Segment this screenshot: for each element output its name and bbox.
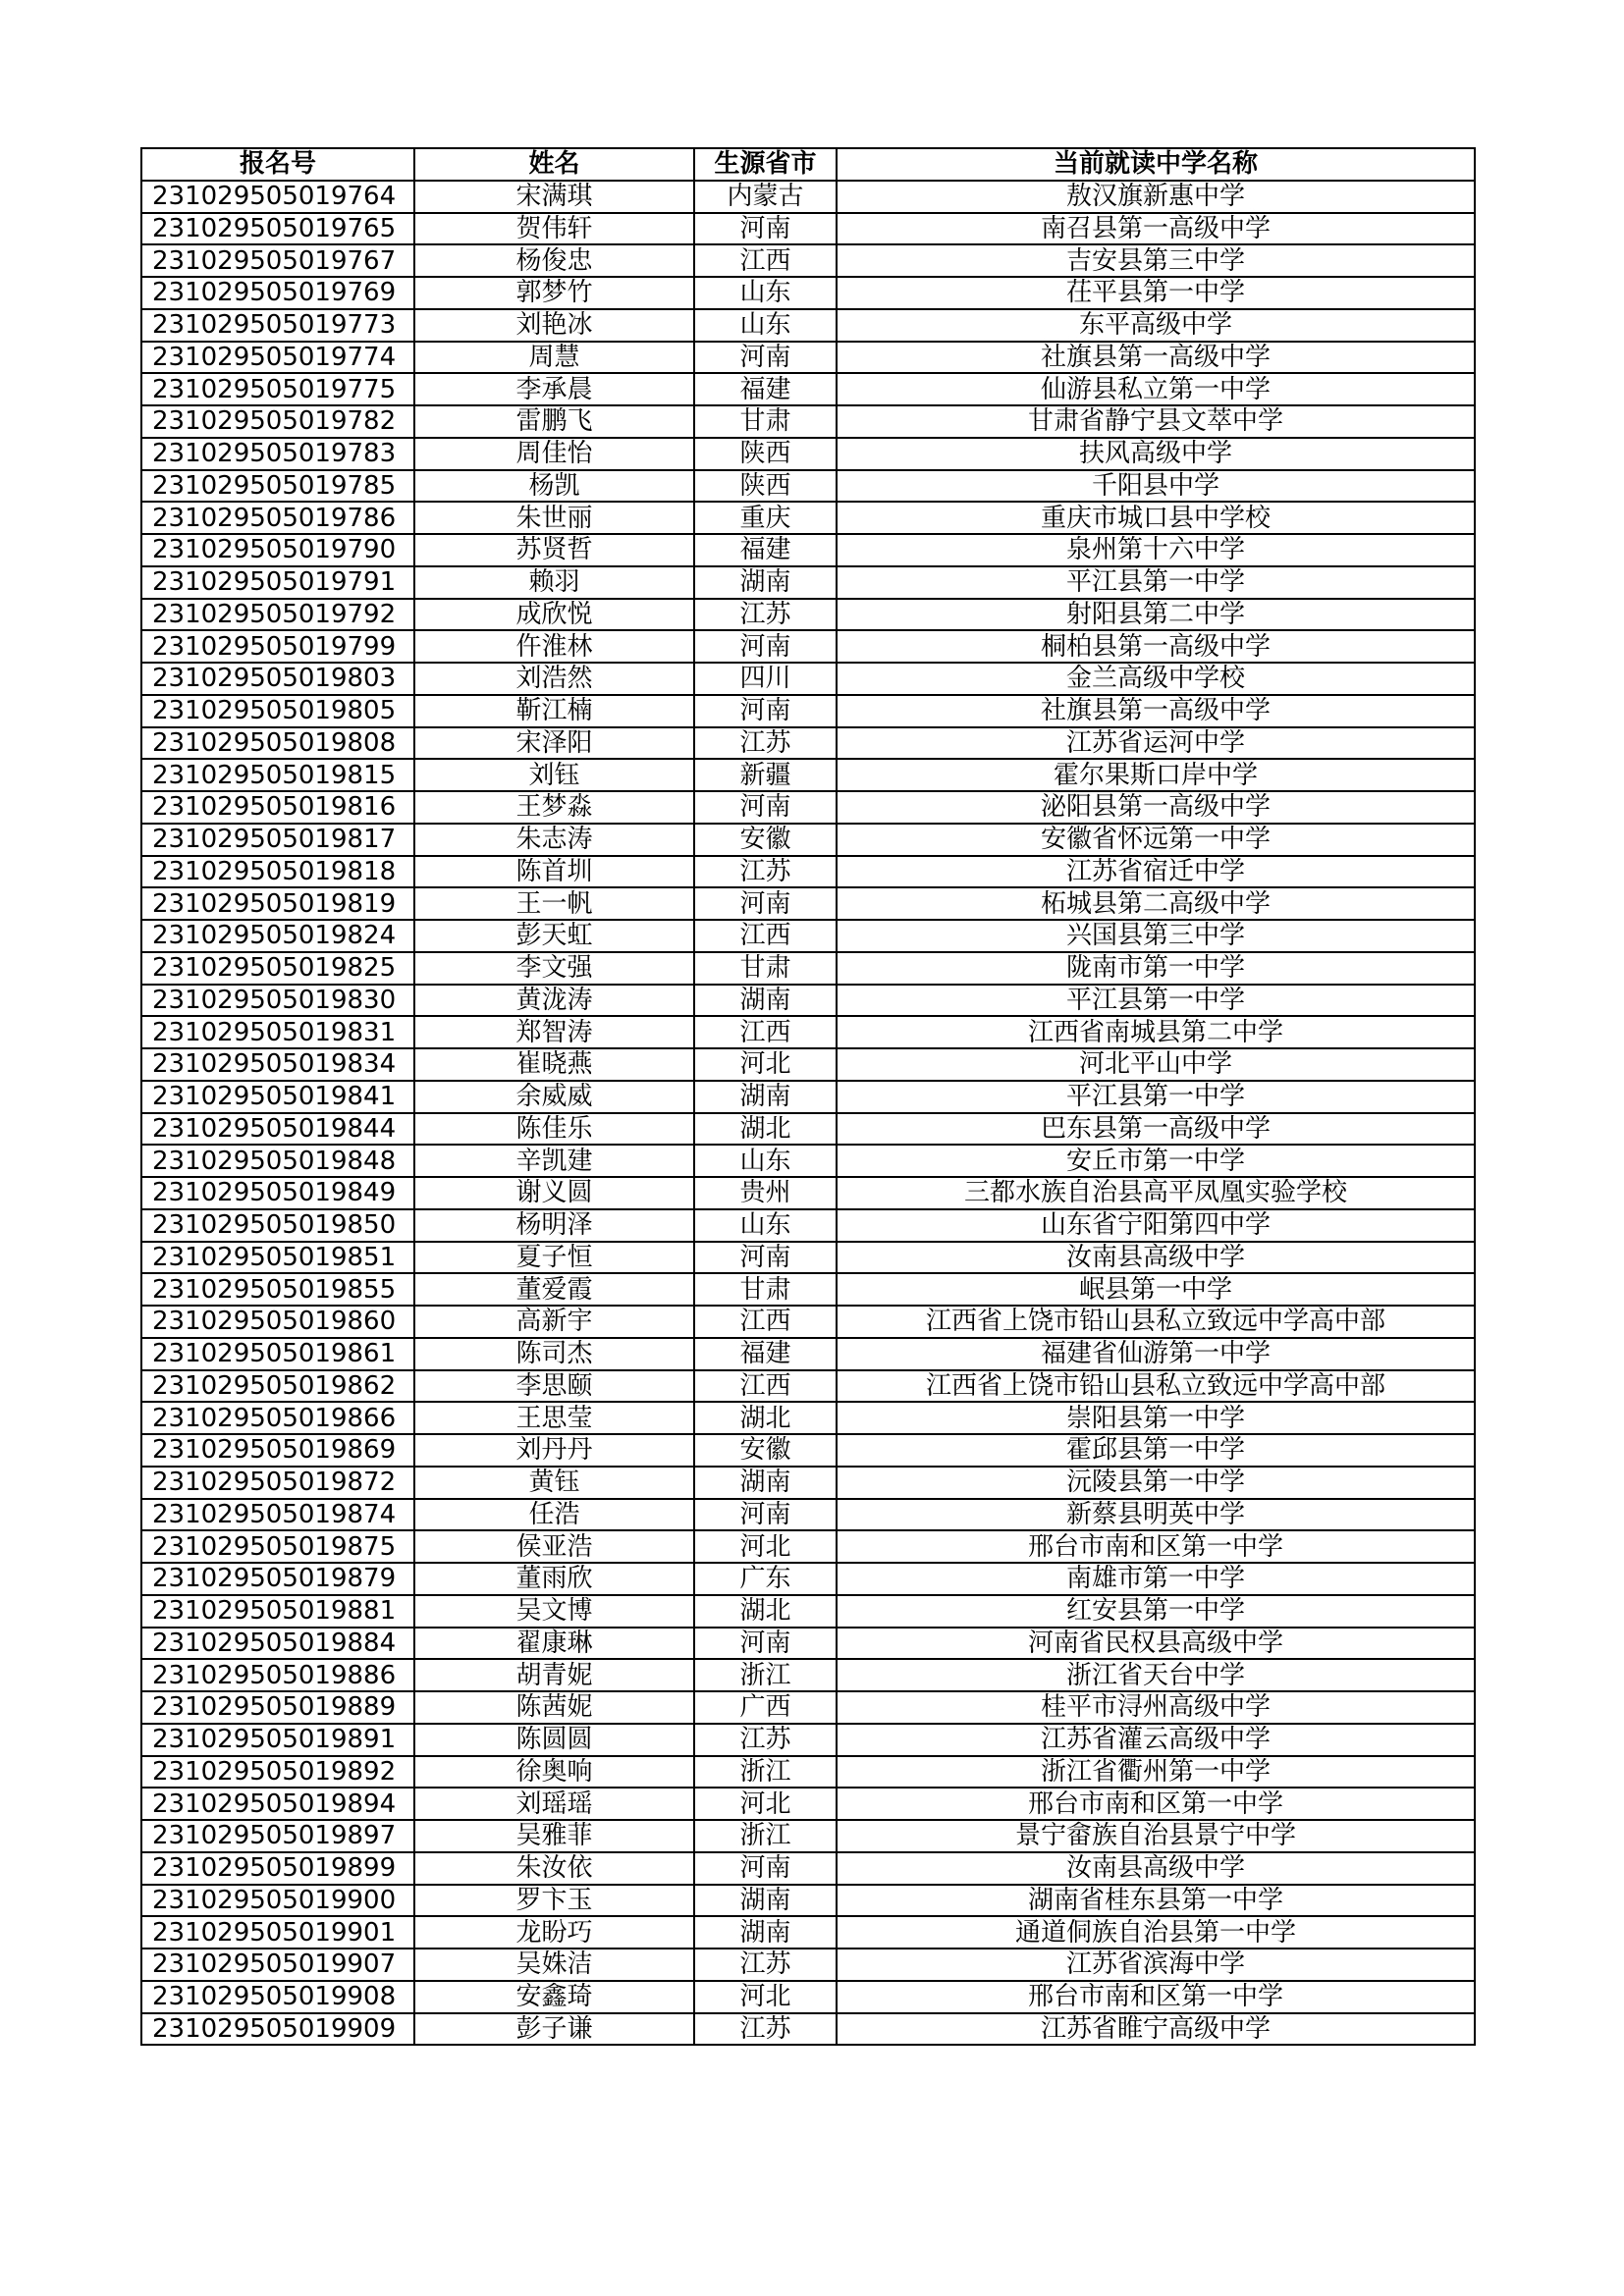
- table-row: [141, 952, 1475, 985]
- school-name-cell: 河南省民权县高级中学: [837, 1628, 1475, 1660]
- school-name-cell: 敖汉旗新惠中学: [837, 181, 1475, 213]
- student-name-cell: 宋泽阳: [414, 727, 694, 760]
- roster-table: [140, 147, 1476, 2046]
- province-cell: 湖南: [694, 1467, 837, 1499]
- table-row: [141, 566, 1475, 599]
- table-row: [141, 213, 1475, 245]
- registration-id-cell: 231029505019907: [141, 1949, 414, 1981]
- school-name-cell: 重庆市城口县中学校: [837, 502, 1475, 534]
- student-name-cell: 黄钰: [414, 1467, 694, 1499]
- province-cell: 内蒙古: [694, 181, 837, 213]
- registration-id-cell: 231029505019831: [141, 1016, 414, 1048]
- province-cell: 江苏: [694, 599, 837, 631]
- table-row: [141, 1242, 1475, 1274]
- province-cell: 河南: [694, 1852, 837, 1885]
- table-row: [141, 695, 1475, 727]
- province-cell: 江西: [694, 1370, 837, 1403]
- province-cell: 湖南: [694, 1916, 837, 1949]
- province-cell: 安徽: [694, 824, 837, 856]
- province-cell: 河南: [694, 342, 837, 374]
- registration-id-cell: 231029505019899: [141, 1852, 414, 1885]
- header-row: [141, 148, 1475, 181]
- registration-id-cell: 231029505019775: [141, 373, 414, 405]
- registration-id-cell: 231029505019891: [141, 1724, 414, 1756]
- province-cell: 河南: [694, 887, 837, 920]
- table-row: [141, 1563, 1475, 1595]
- student-name-cell: 周佳怡: [414, 438, 694, 470]
- student-name-cell: 周慧: [414, 342, 694, 374]
- school-name-cell: 汝南县高级中学: [837, 1852, 1475, 1885]
- school-name-cell: 汝南县高级中学: [837, 1242, 1475, 1274]
- province-cell: 湖南: [694, 566, 837, 599]
- registration-id-cell: 231029505019894: [141, 1788, 414, 1820]
- student-name-cell: 吴文博: [414, 1595, 694, 1628]
- school-name-cell: 仙游县私立第一中学: [837, 373, 1475, 405]
- student-name-cell: 侯亚浩: [414, 1530, 694, 1563]
- student-name-cell: 崔晓燕: [414, 1048, 694, 1081]
- registration-id-cell: 231029505019791: [141, 566, 414, 599]
- student-name-cell: 王一帆: [414, 887, 694, 920]
- table-row: [141, 502, 1475, 534]
- province-cell: 江西: [694, 1306, 837, 1338]
- registration-id-cell: 231029505019897: [141, 1820, 414, 1852]
- school-name-cell: 江苏省滨海中学: [837, 1949, 1475, 1981]
- student-name-cell: 吴雅菲: [414, 1820, 694, 1852]
- student-name-cell: 龙盼巧: [414, 1916, 694, 1949]
- table-row: [141, 470, 1475, 503]
- table-row: [141, 1370, 1475, 1403]
- student-name-cell: 徐奥响: [414, 1756, 694, 1789]
- province-cell: 甘肃: [694, 952, 837, 985]
- student-name-cell: 仵淮林: [414, 630, 694, 663]
- table-row: [141, 1820, 1475, 1852]
- registration-id-cell: 231029505019909: [141, 2013, 414, 2046]
- student-name-cell: 陈佳乐: [414, 1113, 694, 1146]
- table-row: [141, 1659, 1475, 1691]
- province-cell: 浙江: [694, 1820, 837, 1852]
- province-cell: 湖北: [694, 1402, 837, 1434]
- province-cell: 甘肃: [694, 1273, 837, 1306]
- province-cell: 河北: [694, 1530, 837, 1563]
- registration-id-cell: 231029505019851: [141, 1242, 414, 1274]
- registration-id-cell: 231029505019825: [141, 952, 414, 985]
- table-row: [141, 920, 1475, 952]
- table-row: [141, 1981, 1475, 2013]
- school-name-cell: 江苏省宿迁中学: [837, 856, 1475, 888]
- registration-id-cell: 231029505019889: [141, 1691, 414, 1724]
- table-row: [141, 1177, 1475, 1209]
- province-cell: 陕西: [694, 438, 837, 470]
- table-row: [141, 1916, 1475, 1949]
- school-name-cell: 平江县第一中学: [837, 566, 1475, 599]
- student-name-cell: 罗卞玉: [414, 1885, 694, 1917]
- student-name-cell: 彭子谦: [414, 2013, 694, 2046]
- registration-id-cell: 231029505019892: [141, 1756, 414, 1789]
- school-name-cell: 吉安县第三中学: [837, 244, 1475, 277]
- registration-id-cell: 231029505019848: [141, 1145, 414, 1177]
- registration-id-cell: 231029505019875: [141, 1530, 414, 1563]
- province-cell: 江苏: [694, 1949, 837, 1981]
- registration-id-cell: 231029505019818: [141, 856, 414, 888]
- province-cell: 福建: [694, 1338, 837, 1370]
- student-name-cell: 王梦淼: [414, 791, 694, 824]
- province-cell: 河北: [694, 1981, 837, 2013]
- student-name-cell: 李思颐: [414, 1370, 694, 1403]
- school-name-cell: 射阳县第二中学: [837, 599, 1475, 631]
- province-cell: 陕西: [694, 470, 837, 503]
- table-row: [141, 1145, 1475, 1177]
- school-name-cell: 霍邱县第一中学: [837, 1434, 1475, 1467]
- registration-id-cell: 231029505019765: [141, 213, 414, 245]
- school-name-cell: 江西省南城县第二中学: [837, 1016, 1475, 1048]
- student-name-cell: 李文强: [414, 952, 694, 985]
- province-cell: 新疆: [694, 759, 837, 791]
- registration-id-cell: 231029505019844: [141, 1113, 414, 1146]
- province-cell: 江苏: [694, 2013, 837, 2046]
- table-row: [141, 181, 1475, 213]
- registration-id-cell: 231029505019819: [141, 887, 414, 920]
- table-row: [141, 1113, 1475, 1146]
- school-name-cell: 三都水族自治县高平凤凰实验学校: [837, 1177, 1475, 1209]
- registration-id-cell: 231029505019869: [141, 1434, 414, 1467]
- registration-id-cell: 231029505019782: [141, 405, 414, 438]
- registration-id-cell: 231029505019862: [141, 1370, 414, 1403]
- school-name-cell: 巴东县第一高级中学: [837, 1113, 1475, 1146]
- province-cell: 湖北: [694, 1113, 837, 1146]
- table-row: [141, 1048, 1475, 1081]
- school-name-cell: 浙江省衢州第一中学: [837, 1756, 1475, 1789]
- school-name-cell: 江西省上饶市铅山县私立致远中学高中部: [837, 1306, 1475, 1338]
- student-name-cell: 贺伟轩: [414, 213, 694, 245]
- province-cell: 江西: [694, 1016, 837, 1048]
- registration-id-cell: 231029505019849: [141, 1177, 414, 1209]
- student-name-cell: 任浩: [414, 1499, 694, 1531]
- school-name-cell: 社旗县第一高级中学: [837, 695, 1475, 727]
- registration-id-cell: 231029505019879: [141, 1563, 414, 1595]
- table-row: [141, 1306, 1475, 1338]
- school-name-cell: 泌阳县第一高级中学: [837, 791, 1475, 824]
- registration-id-cell: 231029505019816: [141, 791, 414, 824]
- school-name-cell: 泉州第十六中学: [837, 534, 1475, 566]
- province-cell: 山东: [694, 1145, 837, 1177]
- registration-id-cell: 231029505019785: [141, 470, 414, 503]
- school-name-cell: 茌平县第一中学: [837, 277, 1475, 309]
- school-name-cell: 南召县第一高级中学: [837, 213, 1475, 245]
- school-name-cell: 千阳县中学: [837, 470, 1475, 503]
- table-row: [141, 856, 1475, 888]
- student-name-cell: 陈首圳: [414, 856, 694, 888]
- school-name-cell: 福建省仙游第一中学: [837, 1338, 1475, 1370]
- student-name-cell: 胡青妮: [414, 1659, 694, 1691]
- school-name-cell: 江苏省睢宁高级中学: [837, 2013, 1475, 2046]
- province-cell: 江苏: [694, 727, 837, 760]
- roster-body: [141, 181, 1475, 2046]
- province-cell: 广西: [694, 1691, 837, 1724]
- province-cell: 河南: [694, 1242, 837, 1274]
- school-name-cell: 东平高级中学: [837, 309, 1475, 342]
- province-cell: 湖南: [694, 1081, 837, 1113]
- registration-id-cell: 231029505019817: [141, 824, 414, 856]
- province-cell: 河南: [694, 213, 837, 245]
- table-row: [141, 1016, 1475, 1048]
- school-name-cell: 扶风高级中学: [837, 438, 1475, 470]
- province-cell: 河南: [694, 1499, 837, 1531]
- school-name-cell: 岷县第一中学: [837, 1273, 1475, 1306]
- registration-id-cell: 231029505019861: [141, 1338, 414, 1370]
- registration-id-cell: 231029505019803: [141, 663, 414, 695]
- student-name-cell: 黄泷涛: [414, 985, 694, 1017]
- student-name-cell: 宋满琪: [414, 181, 694, 213]
- registration-id-cell: 231029505019884: [141, 1628, 414, 1660]
- table-row: [141, 1949, 1475, 1981]
- student-name-cell: 成欣悦: [414, 599, 694, 631]
- student-name-cell: 朱世丽: [414, 502, 694, 534]
- province-cell: 河北: [694, 1048, 837, 1081]
- school-name-cell: 景宁畲族自治县景宁中学: [837, 1820, 1475, 1852]
- student-name-cell: 郭梦竹: [414, 277, 694, 309]
- table-row: [141, 1402, 1475, 1434]
- school-name-cell: 南雄市第一中学: [837, 1563, 1475, 1595]
- school-name-cell: 山东省宁阳第四中学: [837, 1209, 1475, 1242]
- table-row: [141, 630, 1475, 663]
- province-cell: 广东: [694, 1563, 837, 1595]
- student-name-cell: 朱汝依: [414, 1852, 694, 1885]
- registration-id-cell: 231029505019790: [141, 534, 414, 566]
- header-province: 生源省市: [694, 148, 837, 181]
- table-row: [141, 1691, 1475, 1724]
- student-name-cell: 刘瑶瑶: [414, 1788, 694, 1820]
- student-name-cell: 董爱霞: [414, 1273, 694, 1306]
- table-row: [141, 405, 1475, 438]
- student-name-cell: 陈圆圆: [414, 1724, 694, 1756]
- student-name-cell: 苏贤哲: [414, 534, 694, 566]
- header-name: 姓名: [414, 148, 694, 181]
- registration-id-cell: 231029505019834: [141, 1048, 414, 1081]
- table-row: [141, 791, 1475, 824]
- table-row: [141, 887, 1475, 920]
- student-name-cell: 靳江楠: [414, 695, 694, 727]
- province-cell: 重庆: [694, 502, 837, 534]
- student-name-cell: 李承晨: [414, 373, 694, 405]
- student-name-cell: 彭天虹: [414, 920, 694, 952]
- province-cell: 湖南: [694, 1885, 837, 1917]
- registration-id-cell: 231029505019872: [141, 1467, 414, 1499]
- school-name-cell: 桂平市浔州高级中学: [837, 1691, 1475, 1724]
- student-name-cell: 夏子恒: [414, 1242, 694, 1274]
- student-name-cell: 安鑫琦: [414, 1981, 694, 2013]
- province-cell: 贵州: [694, 1177, 837, 1209]
- province-cell: 福建: [694, 373, 837, 405]
- table-row: [141, 985, 1475, 1017]
- student-name-cell: 董雨欣: [414, 1563, 694, 1595]
- table-row: [141, 1209, 1475, 1242]
- school-name-cell: 柘城县第二高级中学: [837, 887, 1475, 920]
- student-name-cell: 刘艳冰: [414, 309, 694, 342]
- student-name-cell: 刘浩然: [414, 663, 694, 695]
- school-name-cell: 邢台市南和区第一中学: [837, 1981, 1475, 2013]
- student-name-cell: 翟康琳: [414, 1628, 694, 1660]
- table-row: [141, 727, 1475, 760]
- province-cell: 河南: [694, 630, 837, 663]
- student-name-cell: 杨明泽: [414, 1209, 694, 1242]
- table-row: [141, 1756, 1475, 1789]
- school-name-cell: 新蔡县明英中学: [837, 1499, 1475, 1531]
- table-row: [141, 1434, 1475, 1467]
- registration-id-cell: 231029505019792: [141, 599, 414, 631]
- student-name-cell: 陈茜妮: [414, 1691, 694, 1724]
- header-school: 当前就读中学名称: [837, 148, 1475, 181]
- school-name-cell: 湖南省桂东县第一中学: [837, 1885, 1475, 1917]
- province-cell: 河南: [694, 791, 837, 824]
- table-row: [141, 599, 1475, 631]
- registration-id-cell: 231029505019881: [141, 1595, 414, 1628]
- student-name-cell: 郑智涛: [414, 1016, 694, 1048]
- table-row: [141, 1499, 1475, 1531]
- registration-id-cell: 231029505019874: [141, 1499, 414, 1531]
- student-name-cell: 辛凯建: [414, 1145, 694, 1177]
- registration-id-cell: 231029505019764: [141, 181, 414, 213]
- student-name-cell: 高新宇: [414, 1306, 694, 1338]
- student-name-cell: 杨俊忠: [414, 244, 694, 277]
- school-name-cell: 平江县第一中学: [837, 985, 1475, 1017]
- student-name-cell: 刘丹丹: [414, 1434, 694, 1467]
- province-cell: 浙江: [694, 1659, 837, 1691]
- table-row: [141, 534, 1475, 566]
- table-row: [141, 373, 1475, 405]
- school-name-cell: 河北平山中学: [837, 1048, 1475, 1081]
- table-row: [141, 1724, 1475, 1756]
- registration-id-cell: 231029505019886: [141, 1659, 414, 1691]
- student-name-cell: 赖羽: [414, 566, 694, 599]
- student-name-cell: 吴姝洁: [414, 1949, 694, 1981]
- school-name-cell: 桐柏县第一高级中学: [837, 630, 1475, 663]
- registration-id-cell: 231029505019808: [141, 727, 414, 760]
- school-name-cell: 安徽省怀远第一中学: [837, 824, 1475, 856]
- school-name-cell: 通道侗族自治县第一中学: [837, 1916, 1475, 1949]
- table-row: [141, 1273, 1475, 1306]
- registration-id-cell: 231029505019841: [141, 1081, 414, 1113]
- table-row: [141, 1595, 1475, 1628]
- registration-id-cell: 231029505019767: [141, 244, 414, 277]
- registration-id-cell: 231029505019866: [141, 1402, 414, 1434]
- school-name-cell: 平江县第一中学: [837, 1081, 1475, 1113]
- school-name-cell: 红安县第一中学: [837, 1595, 1475, 1628]
- registration-id-cell: 231029505019850: [141, 1209, 414, 1242]
- table-row: [141, 1852, 1475, 1885]
- table-row: [141, 759, 1475, 791]
- table-row: [141, 1338, 1475, 1370]
- table-row: [141, 1885, 1475, 1917]
- registration-id-cell: 231029505019824: [141, 920, 414, 952]
- table-row: [141, 1628, 1475, 1660]
- province-cell: 河北: [694, 1788, 837, 1820]
- student-name-cell: 雷鹏飞: [414, 405, 694, 438]
- table-row: [141, 2013, 1475, 2046]
- table-row: [141, 277, 1475, 309]
- school-name-cell: 陇南市第一中学: [837, 952, 1475, 985]
- registration-id-cell: 231029505019908: [141, 1981, 414, 2013]
- table-row: [141, 309, 1475, 342]
- province-cell: 甘肃: [694, 405, 837, 438]
- school-name-cell: 浙江省天台中学: [837, 1659, 1475, 1691]
- student-name-cell: 杨凯: [414, 470, 694, 503]
- registration-id-cell: 231029505019786: [141, 502, 414, 534]
- registration-id-cell: 231029505019769: [141, 277, 414, 309]
- school-name-cell: 崇阳县第一中学: [837, 1402, 1475, 1434]
- registration-id-cell: 231029505019783: [141, 438, 414, 470]
- student-name-cell: 陈司杰: [414, 1338, 694, 1370]
- table-row: [141, 1081, 1475, 1113]
- school-name-cell: 沅陵县第一中学: [837, 1467, 1475, 1499]
- province-cell: 安徽: [694, 1434, 837, 1467]
- province-cell: 福建: [694, 534, 837, 566]
- registration-id-cell: 231029505019830: [141, 985, 414, 1017]
- registration-id-cell: 231029505019774: [141, 342, 414, 374]
- province-cell: 江西: [694, 920, 837, 952]
- province-cell: 浙江: [694, 1756, 837, 1789]
- registration-id-cell: 231029505019855: [141, 1273, 414, 1306]
- table-row: [141, 1788, 1475, 1820]
- table-row: [141, 1467, 1475, 1499]
- school-name-cell: 兴国县第三中学: [837, 920, 1475, 952]
- province-cell: 山东: [694, 1209, 837, 1242]
- school-name-cell: 金兰高级中学校: [837, 663, 1475, 695]
- province-cell: 湖北: [694, 1595, 837, 1628]
- table-row: [141, 663, 1475, 695]
- province-cell: 河南: [694, 1628, 837, 1660]
- registration-id-cell: 231029505019860: [141, 1306, 414, 1338]
- province-cell: 四川: [694, 663, 837, 695]
- school-name-cell: 邢台市南和区第一中学: [837, 1788, 1475, 1820]
- province-cell: 湖南: [694, 985, 837, 1017]
- table-row: [141, 342, 1475, 374]
- registration-id-cell: 231029505019901: [141, 1916, 414, 1949]
- student-name-cell: 余威威: [414, 1081, 694, 1113]
- school-name-cell: 江苏省运河中学: [837, 727, 1475, 760]
- header-registration-id: 报名号: [141, 148, 414, 181]
- registration-id-cell: 231029505019805: [141, 695, 414, 727]
- school-name-cell: 邢台市南和区第一中学: [837, 1530, 1475, 1563]
- school-name-cell: 安丘市第一中学: [837, 1145, 1475, 1177]
- province-cell: 河南: [694, 695, 837, 727]
- province-cell: 江西: [694, 244, 837, 277]
- table-row: [141, 438, 1475, 470]
- school-name-cell: 社旗县第一高级中学: [837, 342, 1475, 374]
- table-row: [141, 824, 1475, 856]
- student-name-cell: 谢义圆: [414, 1177, 694, 1209]
- province-cell: 江苏: [694, 1724, 837, 1756]
- province-cell: 山东: [694, 277, 837, 309]
- student-name-cell: 刘钰: [414, 759, 694, 791]
- province-cell: 江苏: [694, 856, 837, 888]
- school-name-cell: 江西省上饶市铅山县私立致远中学高中部: [837, 1370, 1475, 1403]
- student-name-cell: 王思莹: [414, 1402, 694, 1434]
- registration-id-cell: 231029505019773: [141, 309, 414, 342]
- table-row: [141, 244, 1475, 277]
- registration-id-cell: 231029505019799: [141, 630, 414, 663]
- school-name-cell: 江苏省灌云高级中学: [837, 1724, 1475, 1756]
- registration-id-cell: 231029505019815: [141, 759, 414, 791]
- school-name-cell: 甘肃省静宁县文萃中学: [837, 405, 1475, 438]
- table-row: [141, 1530, 1475, 1563]
- registration-id-cell: 231029505019900: [141, 1885, 414, 1917]
- student-name-cell: 朱志涛: [414, 824, 694, 856]
- school-name-cell: 霍尔果斯口岸中学: [837, 759, 1475, 791]
- province-cell: 山东: [694, 309, 837, 342]
